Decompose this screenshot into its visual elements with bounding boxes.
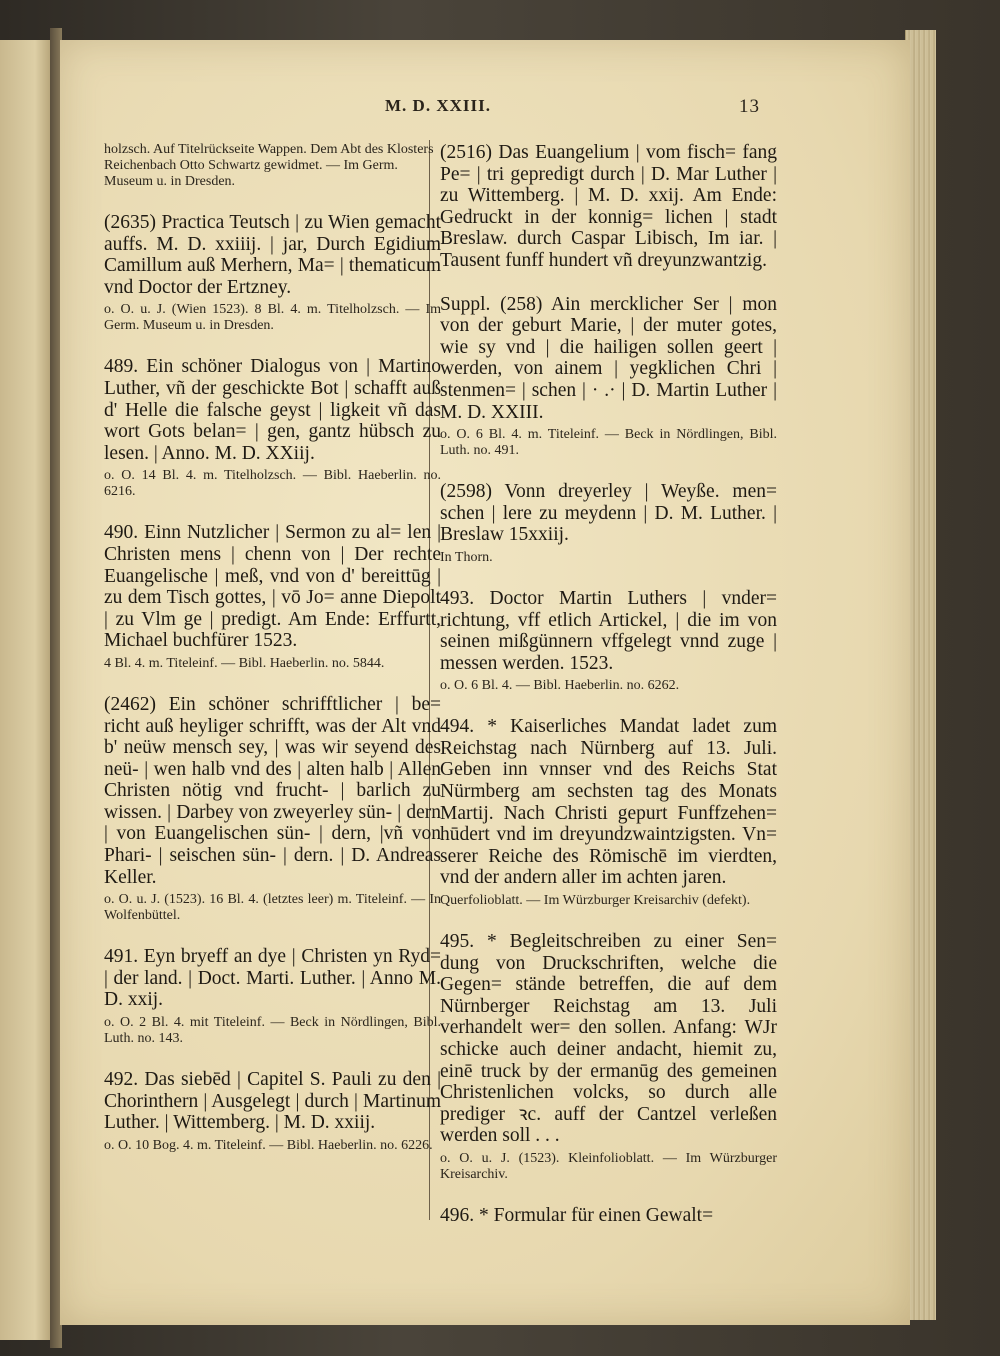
entry-text: 493. Doctor Martin Luthers | vnder= richtung, vff etlich Artickel, | die im von seinen mißgünnern vffgelegt vnnd zuge | messen werden. 1523. xyxy=(440,587,777,674)
left-column xyxy=(104,142,441,1176)
page-number: 13 xyxy=(739,96,760,117)
entry-note: o. O. 6 Bl. 4. — Bibl. Haeberlin. no. 6262. xyxy=(440,678,680,694)
bibliography-entry xyxy=(440,931,777,1183)
entry-text: 491. Eyn bryeff an dye | Christen yn Ryd= | der land. | Doct. Marti. Luther. | Anno M. D. xxij. xyxy=(104,946,441,1011)
entry-note: o. O. 14 Bl. 4. m. Titelholzsch. — Bibl. Haeberlin. no. 6216. xyxy=(104,468,441,500)
bibliography-entry xyxy=(104,694,441,924)
facing-page-edge xyxy=(0,40,52,1340)
entry-note: In Thorn. xyxy=(440,549,493,565)
continuation-text: holzsch. Auf Titelrückseite Wappen. Dem Abt des Klosters Reichenbach Otto Schwartz gewidmet. — Im Germ. Museum u. in Dresden. xyxy=(104,142,434,189)
entry-text: (2462) Ein schöner schrifftlicher | be= richt auß heyliger schrifft, was der Alt vnd b' neüw mensch sey, | was wir seyend des neü- | wen halb vnd des | alten halb | Allen Christen nötig vnd frucht- | barlich zu wissen. | Darbey von zweyerley sün- | dern | von Euangelischen sün- | dern, |vñ von Phari- | seischen sün- | dern. | D. Andreas Keller. xyxy=(104,693,441,888)
entry-note: o. O. 2 Bl. 4. mit Titeleinf. — Beck in Nördlingen, Bibl. Luth. no. 143. xyxy=(104,1015,441,1047)
entry-note: o. O. 6 Bl. 4. m. Titeleinf. — Beck in Nördlingen, Bibl. Luth. no. 491. xyxy=(440,427,777,459)
bibliography-entry xyxy=(104,356,441,500)
bibliography-entry xyxy=(440,1205,777,1227)
right-column xyxy=(440,142,777,1249)
entry-text: 490. Einn Nutzlicher | Sermon zu al= len | Christen mens | chenn von | Der rechte Euangelische | meß, vnd von d' bereittūg | zu dem Tisch gottes, | vō Jo= anne Diepolt | zu Vlm ge | predigt. Am Ende: Erffurtt, Michael buchfürer 1523. xyxy=(104,522,441,652)
bibliography-entry xyxy=(440,481,777,566)
entry-text: (2598) Vonn dreyerley | Weyße. men= schen | lere zu meydenn | D. M. Luther. | Breslaw 15xxiij. xyxy=(440,481,777,546)
continuation-note xyxy=(104,142,441,190)
entry-text: Suppl. (258) Ain mercklicher Ser | mon von der geburt Marie, | der muter gotes, wie sy vnd | die hailigen sollen geert | werden, von ainem | yegklichen Chri | stenmen= | schen | · .· | D. Martin Luther | M. D. XXIII. xyxy=(440,293,777,423)
entry-note: o. O. u. J. (1523). Kleinfolioblatt. — Im Würzburger Kreisarchiv. xyxy=(440,1150,777,1182)
entry-note: 4 Bl. 4. m. Titeleinf. — Bibl. Haeberlin. no. 5844. xyxy=(104,655,385,671)
entry-text: (2635) Practica Teutsch | zu Wien gemacht auffs. M. D. xxiiij. | jar, Durch Egidium Camillum auß Merhern, Ma= | thematicum vnd Doctor der Ertzney. xyxy=(104,212,441,298)
bibliography-entry xyxy=(440,588,777,694)
running-head: M. D. XXIII. xyxy=(385,96,491,115)
bibliography-entry xyxy=(440,142,777,272)
bibliography-entry xyxy=(104,1069,441,1154)
bibliography-entry xyxy=(440,716,777,909)
bibliography-entry xyxy=(104,522,441,672)
entry-text: 496. * Formular für einen Gewalt= xyxy=(440,1204,714,1226)
entry-text: 494. * Kaiserliches Mandat ladet zum Reichstag nach Nürnberg auf 13. Juli. Geben inn vnnser vnd des Reichs Stat Nürmberg am sechsten tag des Monats Martij. Nach Christi gepurt Funffzehen= hūdert vnd im dreyundzwaintzigsten. Vn= serer Reiche des Römischē im vierdten, vnd der andern aller im achten jaren. xyxy=(440,716,777,889)
entry-note: o. O. u. J. (Wien 1523). 8 Bl. 4. m. Titelholzsch. — Im Germ. Museum u. in Dresden. xyxy=(104,302,441,334)
entry-note: Querfolioblatt. — Im Würzburger Kreisarchiv (defekt). xyxy=(440,893,751,909)
entry-text: (2516) Das Euangelium | vom fisch= fang Pe= | tri gepredigt durch | D. Mar Luther | zu Wittemberg. | M. D. xxij. Am Ende: Gedruckt in der konnig= lichen | stadt Breslaw. durch Caspar Libisch, Im iar. | Tausent funff hundert vñ dreyunzwantzig. xyxy=(440,142,777,271)
entry-text: 489. Ein schöner Dialogus von | Martino Luther, vñ der geschickte Bot | schafft auß d' Helle die falsche geyst | ligkeit vñ das wort Gots belan= | gen, gantz hübsch zu lesen. | Anno. M. D. XXiij. xyxy=(104,356,441,464)
entry-note: o. O. 10 Bog. 4. m. Titeleinf. — Bibl. Haeberlin. no. 6226. xyxy=(104,1137,433,1153)
entry-text: 495. * Begleitschreiben zu einer Sen= dung von Druckschriften, welche die Gegen= stände betreffen, die auf dem Nürnberger Reichstag am 13. Juli verhandelt wer= den sollen. Anfang: WJr schicke auch deiner andacht, hiemit zu, einē truck by der ermanūg des gemeinen Christenlichen volcks, so durch alle prediger ꝛc. auff der Cantzel verleßen werden soll . . . xyxy=(440,931,777,1147)
entry-note: o. O. u. J. (1523). 16 Bl. 4. (letztes leer) m. Titeleinf. — In Wolfenbüttel. xyxy=(104,892,441,924)
bibliography-entry xyxy=(104,212,441,334)
bibliography-entry xyxy=(440,294,777,460)
bibliography-entry xyxy=(104,946,441,1047)
entry-text: 492. Das siebēd | Capitel S. Pauli zu den | Chorinthern | Ausgelegt | durch | Martinum Luther. | Wittemberg. | M. D. xxiij. xyxy=(104,1069,441,1134)
